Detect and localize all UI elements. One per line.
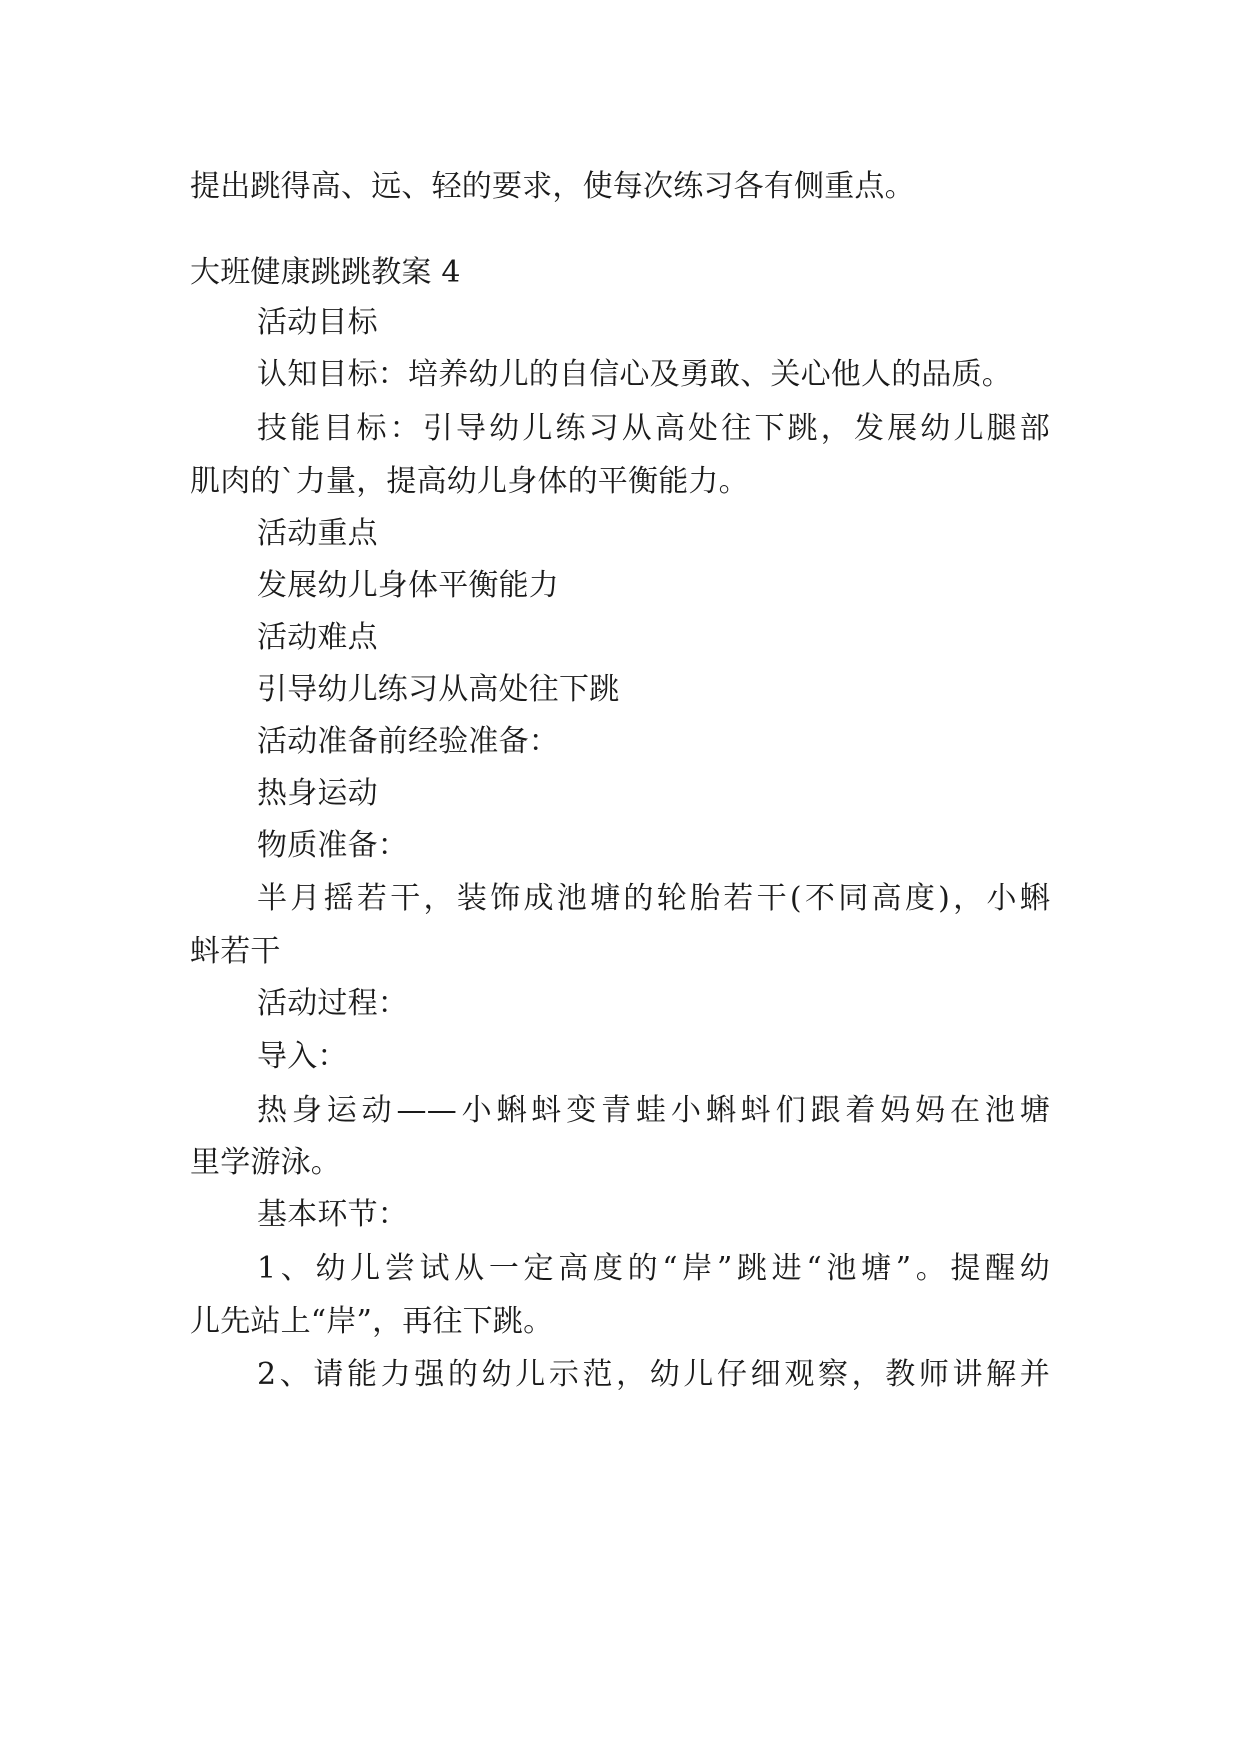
text-line-step-1: 1、幼儿尝试从一定高度的“岸”跳进“池塘”。提醒幼 [257,1251,1050,1286]
text-line-cognitive-goal: 认知目标：培养幼儿的自信心及勇敢、关心他人的品质。 [257,357,1012,392]
text-line-intro-cont: 里学游泳。 [190,1145,341,1180]
section-title: 大班健康跳跳教案 4 [190,255,461,290]
heading-preparation: 活动准备前经验准备： [257,724,559,759]
text-line-warmup: 热身运动 [257,776,378,811]
heading-activity-goals: 活动目标 [257,305,378,340]
heading-basic-steps: 基本环节： [257,1197,408,1232]
text-line-focus: 发展幼儿身体平衡能力 [257,568,559,603]
text-line-intro: 热身运动——小蝌蚪变青蛙小蝌蚪们跟着妈妈在池塘 [257,1093,1050,1128]
text-line-difficulty: 引导幼儿练习从高处往下跳 [257,672,620,707]
heading-activity-difficulty: 活动难点 [257,620,378,655]
text-line-step-2: 2、请能力强的幼儿示范，幼儿仔细观察，教师讲解并 [257,1357,1050,1392]
text-line-materials-cont: 蚪若干 [190,934,281,969]
text-line-skill-goal: 技能目标：引导幼儿练习从高处往下跳，发展幼儿腿部 [257,411,1050,446]
text-line-1: 提出跳得高、远、轻的要求，使每次练习各有侧重点。 [190,169,915,204]
text-line-step-1-cont: 儿先站上“岸”，再往下跳。 [190,1304,554,1339]
heading-intro: 导入： [257,1039,348,1074]
heading-process: 活动过程： [257,986,408,1021]
heading-activity-focus: 活动重点 [257,516,378,551]
text-line-skill-goal-cont: 肌肉的`力量，提高幼儿身体的平衡能力。 [190,464,749,499]
heading-materials: 物质准备： [257,828,408,863]
text-line-materials: 半月摇若干，装饰成池塘的轮胎若干(不同高度)，小蝌 [257,881,1050,916]
